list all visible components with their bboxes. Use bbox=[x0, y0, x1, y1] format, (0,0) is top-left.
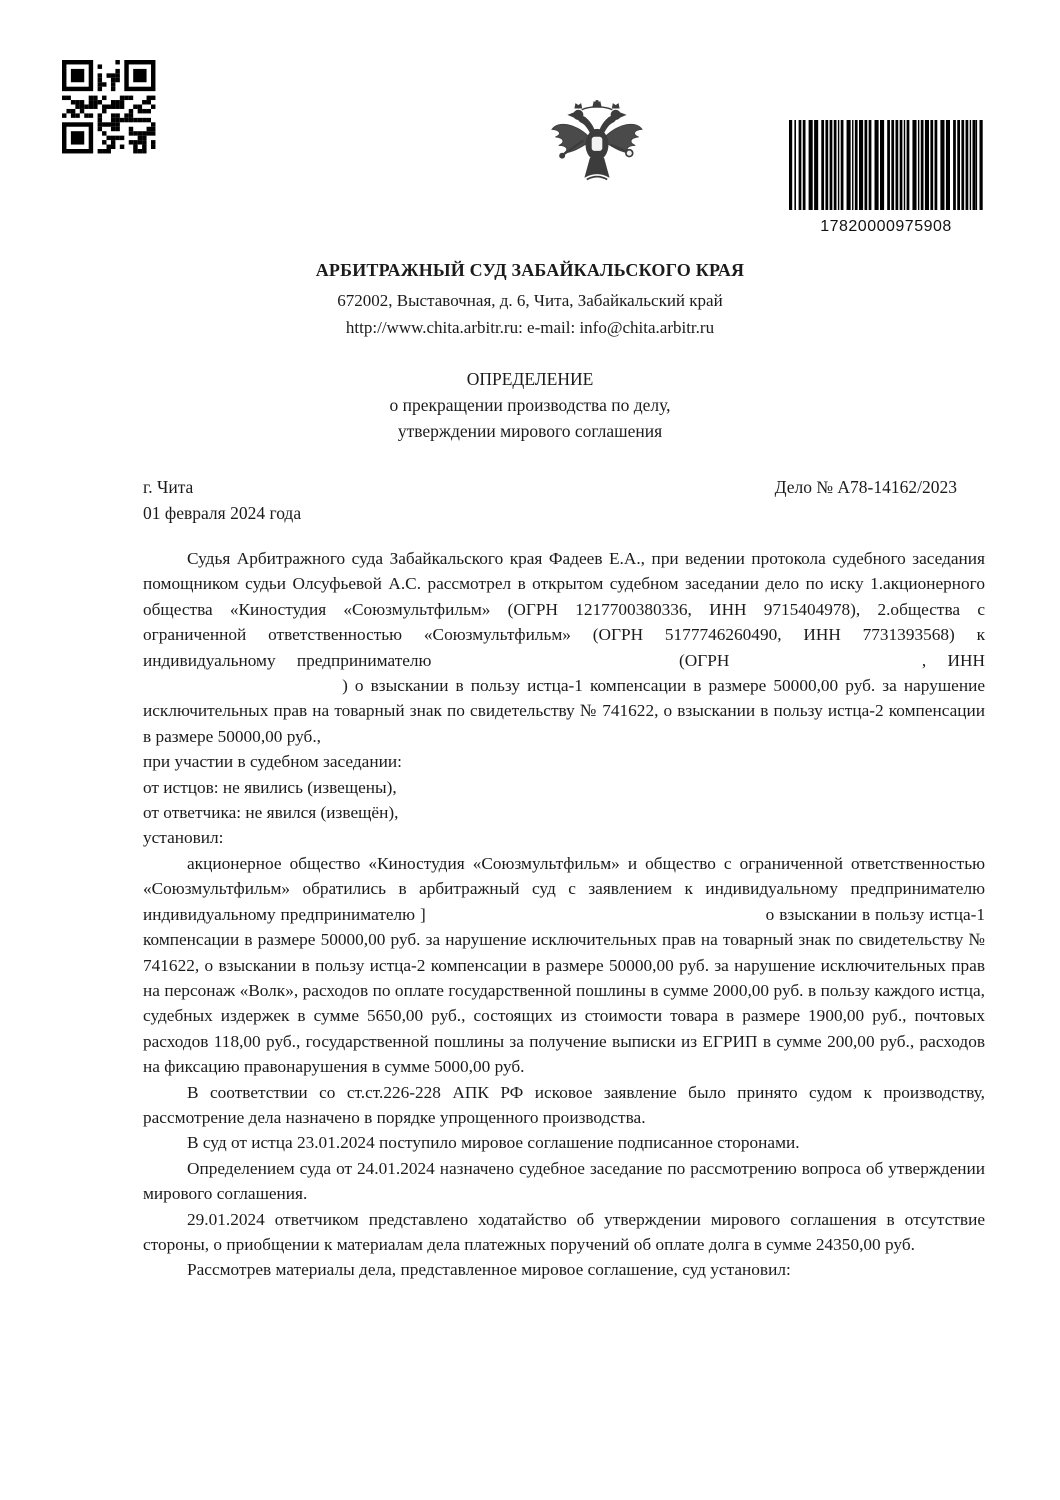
ruling-intro-line: установил: bbox=[143, 828, 224, 848]
body-text: акционерное общество «Киностудия «Союзмультфильм» и общество с ограниченной ответственностью «Союзмультфильм» обратились в арбитражный суд с заявлением к индивидуальному предпринимателю индивидуальному предпринимателю ] bbox=[143, 853, 985, 924]
document-date: 01 февраля 2024 года bbox=[143, 503, 302, 523]
attendance-line: при участии в судебном заседании: bbox=[143, 752, 402, 772]
document-subtitle-line2: утверждении мирового соглашения bbox=[397, 421, 663, 441]
body-text: (ОГРН bbox=[679, 650, 730, 670]
attendance-line: от ответчика: не явился (извещён), bbox=[143, 803, 399, 823]
document-type: ОПРЕДЕЛЕНИЕ bbox=[466, 369, 594, 389]
document-subtitle-line1: о прекращении производства по делу, bbox=[389, 395, 671, 415]
redacted-blank bbox=[751, 665, 901, 666]
attendance-line: от истцов: не явились (извещены), bbox=[143, 777, 397, 797]
body-text: , ИНН bbox=[921, 650, 985, 670]
paragraph-conclusion: Рассмотрев материалы дела, представленное мировое соглашение, суд установил: bbox=[187, 1260, 791, 1280]
court-contacts: http://www.chita.arbitr.ru: e-mail: info@chita.arbitr.ru bbox=[345, 318, 715, 337]
coat-of-arms-icon bbox=[546, 100, 648, 208]
redacted-blank bbox=[143, 690, 335, 691]
document-title-block bbox=[0, 366, 1060, 444]
qr-code-icon bbox=[62, 60, 156, 154]
paragraph-hearing-scheduled: Определением суда от 24.01.2024 назначено судебное заседание по рассмотрению вопроса об утверждении мирового соглашения. bbox=[143, 1158, 985, 1204]
document-body bbox=[143, 546, 985, 1283]
redacted-blank bbox=[431, 919, 761, 920]
case-info-row bbox=[143, 474, 985, 500]
body-text: ) о взыскании в пользу истца-1 компенсации в размере 50000,00 руб. за нарушение исключительных прав на товарный знак по свидетельству № 741622, о взыскании в пользу истца-2 компенсации в размере 50000,00 руб., bbox=[143, 676, 985, 746]
court-name: АРБИТРАЖНЫЙ СУД ЗАБАЙКАЛЬСКОГО КРАЯ bbox=[315, 260, 745, 280]
court-address: 672002, Выставочная, д. 6, Чита, Забайкальский край bbox=[337, 291, 723, 310]
case-number: Дело № А78-14162/2023 bbox=[774, 477, 957, 497]
barcode bbox=[786, 120, 986, 236]
paragraph-procedure: В соответствии со ст.ст.226-228 АПК РФ исковое заявление было принято судом к производству, рассмотрение дела назначено в порядке упрощенного производства. bbox=[143, 1082, 985, 1127]
redacted-blank bbox=[453, 665, 658, 666]
paragraph-claims bbox=[143, 851, 985, 1080]
barcode-bars bbox=[786, 120, 986, 215]
paragraph-parties bbox=[143, 546, 985, 749]
body-text: о взыскании в пользу истца-1 компенсации в размере 50000,00 руб. за нарушение исключительных прав на товарный знак по свидетельству № 741622, о взыскании в пользу истца-2 компенсации в размере 50000,00 руб. за нарушение исключительных прав на персонаж «Волк», расходов по оплате государственной пошлины в сумме 2000,00 руб. в пользу каждого истца, судебных издержек в сумме 5650,00 руб., состоящих из стоимости товара в размере 1900,00 руб., почтовых расходов 118,00 руб., государственной пошлины за получение выписки из ЕГРИП в сумме 200,00 руб., расходов на фиксацию правонарушения в сумме 5000,00 руб. bbox=[143, 904, 986, 1077]
paragraph-settlement-received: В суд от истца 23.01.2024 поступило мировое соглашение подписанное сторонами. bbox=[187, 1133, 800, 1153]
barcode-number: 17820000975908 bbox=[820, 218, 952, 235]
paragraph-motion: 29.01.2024 ответчиком представлено ходатайство об утверждении мирового соглашения в отсутствие стороны, о приобщении к материалам дела платежных поручений об оплате долга в сумме 24350,00 руб. bbox=[143, 1209, 985, 1254]
body-text: Судья Арбитражного суда Забайкальского края Фадеев Е.А., при ведении протокола судебного заседания помощником судьи Олсуфьевой А.С. рассмотрел в открытом судебном заседании дело по иску 1.акционерного общества «Киностудия «Союзмультфильм» (ОГРН 1217700380336, ИНН 9715404978), 2.общества с ограниченной ответственностью «Союзмультфильм» (ОГРН 5177746260490, ИНН 7731393568) к индивидуальному предпринимателю bbox=[143, 549, 985, 670]
city-label: г. Чита bbox=[143, 477, 194, 497]
